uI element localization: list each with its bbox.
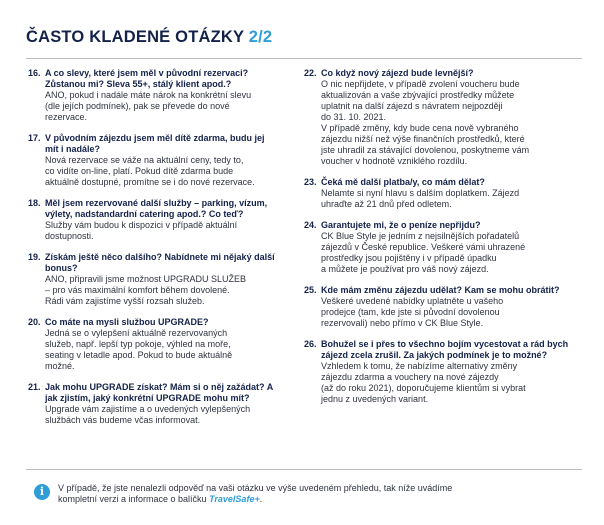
faq-answer	[304, 361, 574, 405]
faq-item	[28, 68, 278, 123]
faq-number: 23.	[304, 177, 317, 187]
faq-item	[28, 317, 278, 372]
faq-number: 20.	[28, 317, 41, 327]
faq-answer-line: možné.	[45, 361, 75, 371]
faq-number: 16.	[28, 68, 41, 78]
faq-answer-line: uplatnit na další zájezd s návratem nejpozději	[321, 101, 503, 111]
faq-question	[28, 198, 278, 220]
faq-answer	[28, 90, 278, 123]
faq-column-right	[304, 68, 574, 405]
faq-question	[304, 285, 574, 296]
faq-answer-line: rezervovali) nebo přímo v CK Blue Style.	[321, 318, 484, 328]
faq-answer-line: zájezdu zdarma a vouchery na nové zájezdy	[321, 372, 499, 382]
faq-item	[28, 382, 278, 426]
faq-answer	[304, 296, 574, 329]
faq-question-text: Měl jsem rezervované další služby – parking, vízum, výlety, nadstandardní catering apod.? Co teď?	[45, 198, 268, 219]
faq-number: 25.	[304, 285, 317, 295]
faq-answer-line: Veškeré uvedené nabídky uplatněte u vašeho	[321, 296, 504, 306]
faq-answer-line: CK Blue Style je jedním z nejsilnějších pořadatelů	[321, 231, 520, 241]
faq-answer-line: Vzhledem k tomu, že nabízíme alternativy změny	[321, 361, 518, 371]
info-note	[58, 483, 588, 505]
faq-answer	[304, 79, 574, 167]
faq-number: 19.	[28, 252, 41, 262]
faq-answer-line: (dle jejích podmínek), pak se převede do nové	[45, 101, 230, 111]
faq-item	[28, 133, 278, 188]
faq-number: 22.	[304, 68, 317, 78]
faq-item	[304, 220, 574, 275]
faq-question-text: Kde mám změnu zájezdu udělat? Kam se mohu obrátit?	[321, 285, 560, 295]
faq-answer-line: V případě změny, kdy bude cena nově vybraného	[321, 123, 519, 133]
faq-answer	[304, 188, 574, 210]
page-title	[26, 28, 272, 47]
faq-number: 26.	[304, 339, 317, 349]
faq-answer-line: seating v letadle apod. Pokud to bude aktuálně	[45, 350, 233, 360]
faq-question-text: Získám ještě něco dalšího? Nabídnete mi nějaký další bonus?	[45, 252, 275, 273]
faq-answer-line: Nelamte si nyní hlavu s dalším doplatkem. Zájezd	[321, 188, 520, 198]
info-line-2	[58, 494, 588, 505]
faq-number: 18.	[28, 198, 41, 208]
faq-question-text: A co slevy, které jsem měl v původní rezervaci? Zůstanou mi? Sleva 55+, stálý klient apod.?	[45, 68, 249, 89]
faq-answer-line: Rádi vám zajistíme vyšší rozsah služeb.	[45, 296, 205, 306]
faq-answer-line: (až do roku 2021), doporučujeme klientům si vybrat	[321, 383, 526, 393]
faq-question-text: Co máte na mysli službou UPGRADE?	[45, 317, 209, 327]
faq-question	[28, 252, 278, 274]
faq-question	[28, 133, 278, 155]
faq-answer	[28, 220, 278, 242]
faq-answer-line: Upgrade vám zajistíme a o uvedených vylepšených	[45, 404, 251, 414]
faq-answer-line: – pro vás maximální komfort během dovolené.	[45, 285, 230, 295]
info-icon: i	[34, 484, 50, 500]
faq-item	[304, 285, 574, 329]
faq-answer-line: rezervace.	[45, 112, 88, 122]
faq-answer	[28, 155, 278, 188]
faq-number: 21.	[28, 382, 41, 392]
faq-answer-line: Jedná se o vylepšení aktuálně rezervovaných	[45, 328, 228, 338]
faq-answer-line: ANO, připravili jsme možnost UPGRADU SLUŽEB	[45, 274, 247, 284]
faq-question	[304, 177, 574, 188]
faq-answer-line: O nic nepřijdete, v případě zvolení voucheru bude	[321, 79, 520, 89]
faq-answer-line: dostupnosti.	[45, 231, 94, 241]
faq-number: 17.	[28, 133, 41, 143]
faq-answer	[28, 404, 278, 426]
faq-question	[304, 220, 574, 231]
info-line-1: V případě, že jste nenalezli odpověď na vaši otázku ve výše uvedeném přehledu, tak níže uvádíme	[58, 483, 453, 493]
faq-answer	[28, 328, 278, 372]
faq-question	[304, 339, 574, 361]
faq-answer-line: aktualizován a vaše zbývající prostředky můžete	[321, 90, 515, 100]
faq-answer-line: službách vás budeme včas informovat.	[45, 415, 201, 425]
travelsafe-brand: TravelSafe+	[209, 494, 260, 504]
faq-answer-line: jednu z uvedených variant.	[321, 394, 429, 404]
faq-question-text: Garantujete mi, že o peníze nepřijdu?	[321, 220, 481, 230]
faq-question-text: Jak mohu UPGRADE získat? Mám si o něj zažádat? A jak zjistím, jaký konkrétní UPGRADE mohu mít?	[45, 382, 273, 403]
faq-column-left	[28, 68, 278, 426]
faq-item	[304, 177, 574, 210]
faq-answer-line: služeb, např. lepší typ pokoje, výhled na moře,	[45, 339, 231, 349]
faq-item	[28, 198, 278, 242]
faq-number: 24.	[304, 220, 317, 230]
faq-answer-line: aktuálně dostupné, promítne se i do nové rezervace.	[45, 177, 255, 187]
faq-question	[28, 68, 278, 90]
faq-question-text: Čeká mě další platba/y, co mám dělat?	[321, 177, 485, 187]
faq-answer-line: a můžete je používat pro váš nový zájezd.	[321, 264, 489, 274]
faq-answer-line: uhraďte až 21 dnů před odletem.	[321, 199, 452, 209]
faq-question-text: Bohužel se i přes to všechno bojím vycestovat a rád bych zájezd zcela zrušil. Za jakých podmínek je to možné?	[321, 339, 569, 360]
faq-question	[28, 382, 278, 404]
faq-answer-line: voucher v hodnotě vzniklého rozdílu.	[321, 156, 468, 166]
faq-answer-line: zájezdu nižší než výše finančních prostředků, které	[321, 134, 525, 144]
faq-answer-line: prostředky jsou pojištěny i v případě úpadku	[321, 253, 497, 263]
faq-answer-line: ANO, pokud i nadále máte nárok na konkrétní slevu	[45, 90, 252, 100]
bottom-divider	[26, 469, 582, 470]
faq-answer	[28, 274, 278, 307]
faq-question	[304, 68, 574, 79]
faq-question-text: V původním zájezdu jsem měl dítě zdarma, budu jej mít i nadále?	[45, 133, 265, 154]
title-main: ČASTO KLADENÉ OTÁZKY	[26, 28, 244, 46]
info-line-2-end: .	[259, 494, 263, 504]
faq-item	[304, 339, 574, 405]
faq-question	[28, 317, 278, 328]
faq-answer-line: Služby vám budou k dispozici v případě aktuální	[45, 220, 238, 230]
faq-answer-line: jste uhradil za stávající dovolenou, poskytneme vám	[321, 145, 530, 155]
faq-answer-line: do 31. 10. 2021.	[321, 112, 387, 122]
faq-answer	[304, 231, 574, 275]
faq-item	[28, 252, 278, 307]
page-indicator: 2/2	[248, 28, 273, 46]
faq-question-text: Co když nový zájezd bude levnější?	[321, 68, 474, 78]
faq-answer-line: zájezdů v České republice. Veškeré vámi uhrazené	[321, 242, 526, 252]
top-divider	[26, 58, 582, 59]
faq-answer-line: co vidíte on-line, platí. Pokud dítě zdarma bude	[45, 166, 234, 176]
info-line-2-text: kompletní verzi a informace o balíčku	[58, 494, 210, 504]
faq-item	[304, 68, 574, 167]
faq-answer-line: Nová rezervace se váže na aktuální ceny, tedy to,	[45, 155, 244, 165]
faq-answer-line: prodejce (tam, kde jste si původní dovolenou	[321, 307, 500, 317]
